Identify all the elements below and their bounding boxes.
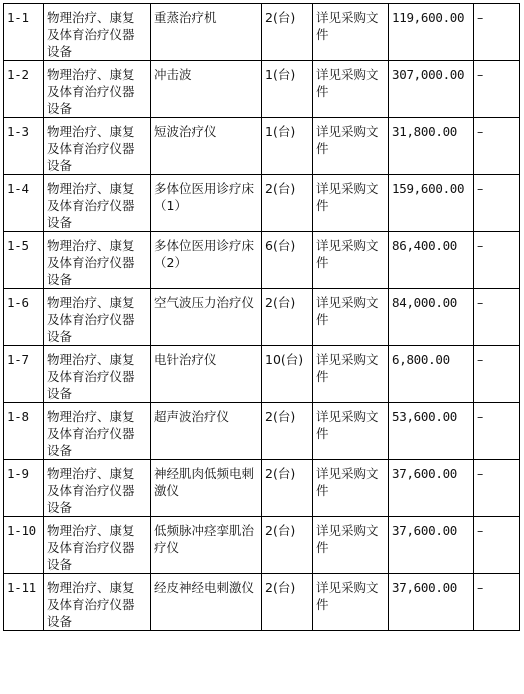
- item-amount: 37,600.00: [389, 574, 474, 631]
- procurement-table: [3, 3, 520, 631]
- item-amount: 119,600.00: [389, 4, 474, 61]
- item-name: 低频脉冲痉挛肌治疗仪: [151, 517, 262, 574]
- item-number: 1-11: [4, 574, 44, 631]
- item-amount: 37,600.00: [389, 517, 474, 574]
- item-number: 1-10: [4, 517, 44, 574]
- table-row: [4, 289, 520, 346]
- item-category: 物理治疗、康复及体育治疗仪器设备: [44, 517, 151, 574]
- item-number: 1-8: [4, 403, 44, 460]
- item-spec: 详见采购文件: [313, 4, 389, 61]
- table-row: [4, 175, 520, 232]
- item-name: 多体位医用诊疗床（2）: [151, 232, 262, 289]
- item-note: –: [474, 232, 520, 289]
- item-name: 电针治疗仪: [151, 346, 262, 403]
- item-name: 神经肌肉低频电刺激仪: [151, 460, 262, 517]
- table-row: [4, 517, 520, 574]
- item-note: –: [474, 403, 520, 460]
- item-spec: 详见采购文件: [313, 403, 389, 460]
- item-amount: 84,000.00: [389, 289, 474, 346]
- item-spec: 详见采购文件: [313, 61, 389, 118]
- item-category: 物理治疗、康复及体育治疗仪器设备: [44, 403, 151, 460]
- item-category: 物理治疗、康复及体育治疗仪器设备: [44, 289, 151, 346]
- item-quantity: 2(台): [262, 4, 313, 61]
- item-name: 空气波压力治疗仪: [151, 289, 262, 346]
- item-number: 1-4: [4, 175, 44, 232]
- item-amount: 31,800.00: [389, 118, 474, 175]
- item-amount: 307,000.00: [389, 61, 474, 118]
- item-note: –: [474, 574, 520, 631]
- item-quantity: 2(台): [262, 460, 313, 517]
- item-category: 物理治疗、康复及体育治疗仪器设备: [44, 61, 151, 118]
- table-row: [4, 346, 520, 403]
- item-category: 物理治疗、康复及体育治疗仪器设备: [44, 4, 151, 61]
- item-quantity: 2(台): [262, 403, 313, 460]
- item-note: –: [474, 61, 520, 118]
- table-row: [4, 118, 520, 175]
- item-amount: 6,800.00: [389, 346, 474, 403]
- table-row: [4, 574, 520, 631]
- item-quantity: 2(台): [262, 574, 313, 631]
- item-spec: 详见采购文件: [313, 232, 389, 289]
- item-quantity: 1(台): [262, 61, 313, 118]
- item-quantity: 2(台): [262, 289, 313, 346]
- item-note: –: [474, 118, 520, 175]
- table-row: [4, 460, 520, 517]
- item-number: 1-6: [4, 289, 44, 346]
- table-body: [4, 4, 520, 631]
- item-category: 物理治疗、康复及体育治疗仪器设备: [44, 346, 151, 403]
- table-row: [4, 61, 520, 118]
- table-row: [4, 4, 520, 61]
- item-name: 超声波治疗仪: [151, 403, 262, 460]
- item-note: –: [474, 289, 520, 346]
- item-spec: 详见采购文件: [313, 460, 389, 517]
- item-name: 经皮神经电刺激仪: [151, 574, 262, 631]
- table-row: [4, 403, 520, 460]
- item-note: –: [474, 175, 520, 232]
- item-name: 短波治疗仪: [151, 118, 262, 175]
- item-number: 1-1: [4, 4, 44, 61]
- item-spec: 详见采购文件: [313, 346, 389, 403]
- item-number: 1-3: [4, 118, 44, 175]
- item-note: –: [474, 460, 520, 517]
- item-note: –: [474, 346, 520, 403]
- table-row: [4, 232, 520, 289]
- item-category: 物理治疗、康复及体育治疗仪器设备: [44, 460, 151, 517]
- item-note: –: [474, 4, 520, 61]
- item-spec: 详见采购文件: [313, 517, 389, 574]
- item-spec: 详见采购文件: [313, 574, 389, 631]
- item-category: 物理治疗、康复及体育治疗仪器设备: [44, 574, 151, 631]
- item-quantity: 6(台): [262, 232, 313, 289]
- item-number: 1-5: [4, 232, 44, 289]
- item-number: 1-7: [4, 346, 44, 403]
- item-category: 物理治疗、康复及体育治疗仪器设备: [44, 232, 151, 289]
- item-quantity: 1(台): [262, 118, 313, 175]
- item-category: 物理治疗、康复及体育治疗仪器设备: [44, 175, 151, 232]
- item-name: 冲击波: [151, 61, 262, 118]
- item-spec: 详见采购文件: [313, 289, 389, 346]
- item-note: –: [474, 517, 520, 574]
- item-amount: 86,400.00: [389, 232, 474, 289]
- item-quantity: 2(台): [262, 175, 313, 232]
- item-quantity: 10(台): [262, 346, 313, 403]
- item-quantity: 2(台): [262, 517, 313, 574]
- item-name: 多体位医用诊疗床（1）: [151, 175, 262, 232]
- item-amount: 37,600.00: [389, 460, 474, 517]
- item-number: 1-2: [4, 61, 44, 118]
- item-spec: 详见采购文件: [313, 175, 389, 232]
- item-number: 1-9: [4, 460, 44, 517]
- item-name: 重蒸治疗机: [151, 4, 262, 61]
- item-amount: 159,600.00: [389, 175, 474, 232]
- item-category: 物理治疗、康复及体育治疗仪器设备: [44, 118, 151, 175]
- item-amount: 53,600.00: [389, 403, 474, 460]
- item-spec: 详见采购文件: [313, 118, 389, 175]
